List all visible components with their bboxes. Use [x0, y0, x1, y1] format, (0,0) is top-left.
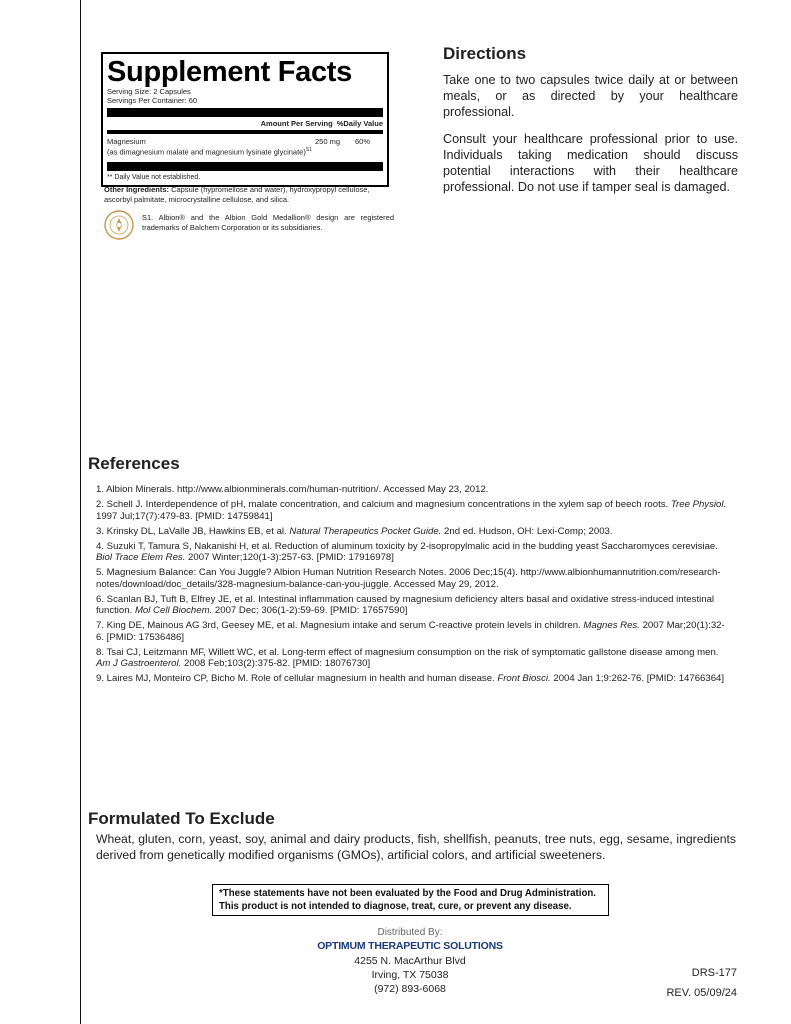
daily-value-footnote: ** Daily Value not established.: [107, 173, 201, 181]
ingredient-source-note: S1: [305, 147, 312, 153]
reference-item: [96, 484, 732, 496]
reference-text: 2. Schell J. Interdependence of pH, malate concentration, and calcium and magnesium concentrations in the xylem sap of beech roots.: [96, 499, 671, 510]
disclaimer-line-1: *These statements have not been evaluated by the Food and Drug Administration.: [219, 888, 596, 899]
facts-divider-thick: [107, 108, 383, 117]
reference-journal: Biol Trace Elem Res.: [96, 552, 186, 563]
reference-citation: 2nd ed. Hudson, OH: Lexi-Comp; 2003.: [441, 525, 613, 537]
reference-text: 9. Laires MJ, Monteiro CP, Bicho M. Role of cellular magnesium in health and human disease.: [96, 673, 498, 684]
reference-citation: 2004 Jan 1;9:262-76. [PMID: 14766364]: [550, 673, 725, 684]
facts-column-header: [107, 119, 383, 129]
product-code: DRS-177: [691, 967, 737, 979]
distributor-city: Irving, TX 75038: [371, 969, 449, 981]
other-ingredients-label: Other Ingredients:: [104, 185, 170, 194]
references-heading: References: [88, 454, 180, 473]
reference-journal: Front Biosci.: [497, 673, 551, 684]
fda-disclaimer-box: [212, 884, 609, 916]
distributed-by-label: Distributed By:: [377, 927, 443, 938]
reference-item: [96, 499, 732, 522]
exclude-text: Wheat, gluten, corn, yeast, soy, animal and dairy products, fish, shellfish, peanuts, tree nuts, egg, sesame, ingredients derived from genetically modified organisms (GMOs), artificial colors, and artificial sweeteners.: [96, 832, 736, 862]
daily-value-header: %Daily Value: [336, 119, 383, 128]
other-ingredients-text: Capsule (hypromellose and water), hydroxypropyl cellulose, ascorbyl palmitate, microcrystalline cellulose, and silica.: [104, 185, 370, 204]
reference-journal: Natural Therapeutics Pocket Guide.: [289, 525, 442, 537]
revision-code: REV. 05/09/24: [666, 987, 737, 999]
reference-citation: 2007 Dec; 306(1-2):59-69. [PMID: 17657590]: [212, 605, 408, 616]
reference-item: [96, 594, 732, 617]
reference-item: [96, 647, 732, 670]
amount-per-serving-header: Amount Per Serving: [260, 119, 333, 128]
ingredient-amount: 250 mg: [315, 137, 341, 146]
reference-text: 4. Suzuki T, Tamura S, Nakanishi H, et al. Reduction of aluminum toxicity by 2-isopropylmalic acid in the budding yeast Saccharomyces cerevisiae.: [96, 540, 718, 552]
distributor-street: 4255 N. MacArthur Blvd: [354, 955, 466, 967]
distributor-phone: (972) 893-6068: [374, 983, 446, 995]
reference-item: [96, 526, 732, 538]
ingredient-row: [107, 137, 383, 146]
distributor-company: OPTIMUM THERAPEUTIC SOLUTIONS: [317, 940, 503, 952]
reference-text: 8. Tsai CJ, Leitzmann MF, Willett WC, et al. Long-term effect of magnesium consumption on the risk of symptomatic gallstone disease among men.: [96, 646, 719, 658]
reference-journal: Am J Gastroenterol.: [96, 658, 182, 669]
reference-text: 7. King DE, Mainous AG 3rd, Geesey ME, et al. Magnesium intake and serum C-reactive protein levels in children.: [96, 620, 584, 631]
reference-text: 3. Krinsky DL, LaValle JB, Hawkins EB, et al.: [96, 525, 290, 537]
reference-journal: Mol Cell Biochem.: [134, 605, 213, 616]
margin-rule: [80, 0, 81, 1024]
supplement-facts-panel: [101, 52, 389, 187]
reference-journal: Magnes Res.: [583, 620, 640, 631]
reference-item: [96, 673, 732, 685]
directions-paragraph-2: Consult your healthcare professional prior to use. Individuals taking medication should discuss potential interactions with their healthcare professional. Do not use if tamper seal is damaged.: [443, 132, 738, 194]
other-ingredients: [104, 185, 394, 204]
servings-per-container: Servings Per Container: 60: [107, 96, 198, 105]
exclude-heading: Formulated To Exclude: [88, 809, 275, 828]
reference-text: 1. Albion Minerals. http://www.albionminerals.com/human-nutrition/. Accessed May 23, 2012.: [96, 484, 489, 495]
reference-item: [96, 620, 732, 643]
ingredient-source-text: (as dimagnesium malate and magnesium lysinate glycinate): [107, 147, 306, 157]
references-list: [96, 484, 732, 688]
reference-citation: 2008 Feb;103(2):375-82. [PMID: 18076730]: [181, 658, 371, 669]
directions-heading: Directions: [443, 44, 527, 63]
reference-text: 5. Magnesium Balance: Can You Juggle? Albion Human Nutrition Research Notes. 2006 Dec;15(4). http://www.albionhumannutrition.com/research-notes/download/doc_details/328-magnesium-balance-can-you-juggle. Accessed May 29, 2012.: [96, 567, 721, 590]
albion-medallion-icon: [104, 210, 134, 240]
reference-item: [96, 567, 732, 590]
ingredient-daily-value: 60%: [355, 137, 371, 146]
directions-paragraph-1: Take one to two capsules twice daily at or between meals, or as directed by your healthcare professional.: [443, 73, 738, 119]
trademark-note: S1. Albion® and the Albion Gold Medallion® design are registered trademarks of Balchem Corporation or its subsidiaries.: [142, 213, 394, 232]
reference-journal: Tree Physiol.: [670, 499, 727, 510]
reference-citation: 1997 Jul;17(7):479-83. [PMID: 14759841]: [96, 510, 273, 522]
ingredient-source: [107, 146, 383, 157]
reference-citation: 2007 Mar;20(1):32-6. [PMID: 17536486]: [96, 620, 725, 643]
reference-citation: 2007 Winter;120(1-3):257-63. [PMID: 17916978]: [185, 552, 394, 563]
reference-item: [96, 541, 732, 564]
facts-divider-medium: [107, 130, 383, 134]
supplement-facts-title: Supplement Facts: [107, 56, 352, 88]
disclaimer-line-2: This product is not intended to diagnose, treat, cure, or prevent any disease.: [219, 900, 572, 912]
ingredient-name: Magnesium: [107, 137, 146, 146]
facts-divider-bottom: [107, 162, 383, 171]
serving-size: Serving Size: 2 Capsules: [107, 87, 191, 96]
reference-text: 6. Scanlan BJ, Tuft B, Elfrey JE, et al. Intestinal inflammation caused by magnesium deficiency alters basal and oxidative stress-induced intestinal function.: [96, 593, 715, 616]
